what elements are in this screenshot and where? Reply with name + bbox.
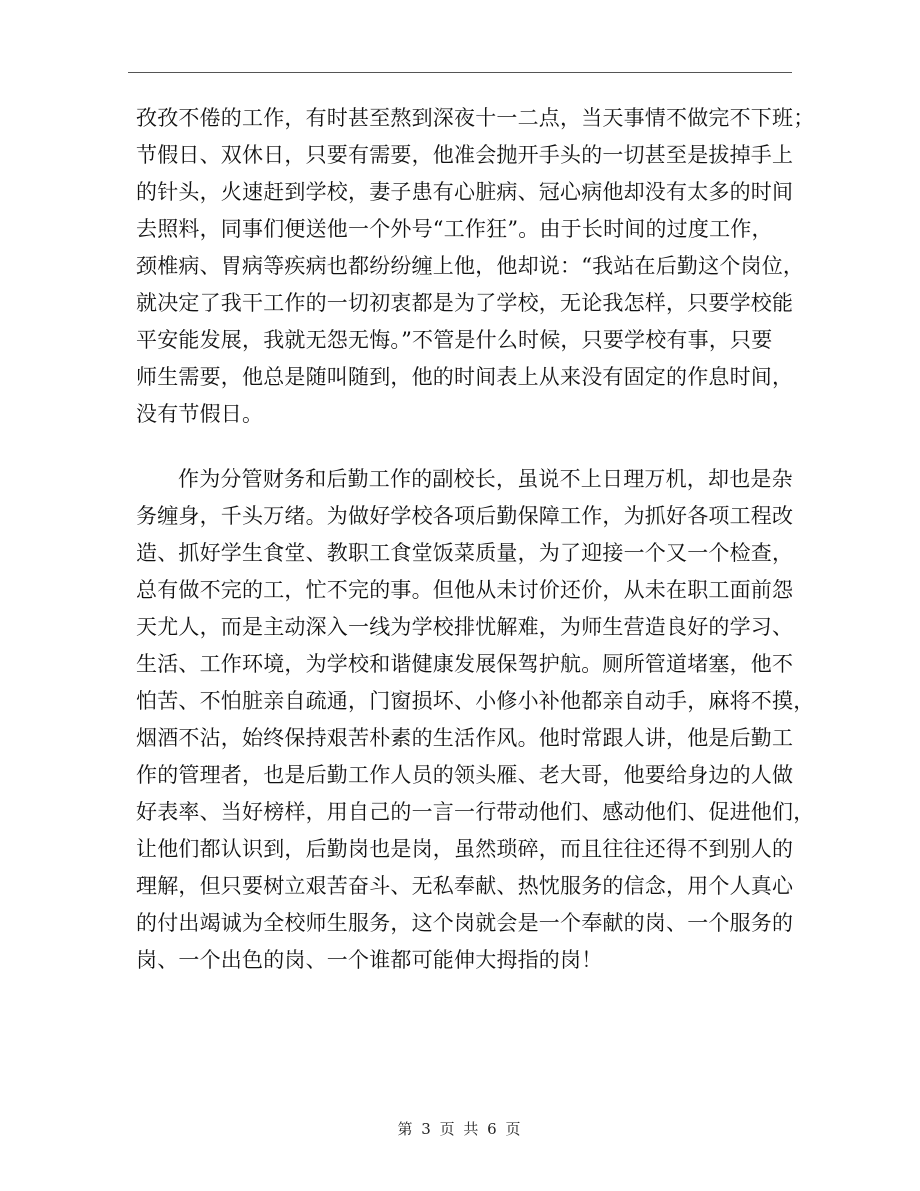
paragraph-1-line-6: 就决定了我干工作的一切初衷都是为了学校，无论我怎样，只要学校能 (136, 291, 794, 315)
paragraph-1-line-4: 去照料，同事们便送他一个外号“工作狂”。由于长时间的过度工作， (136, 217, 773, 241)
paragraph-1-line-9: 没有节假日。 (136, 402, 264, 426)
paragraph-spacer (136, 433, 786, 461)
paragraph-2-line-4: 总有做不完的工，忙不完的事。但他从未讨价还价，从未在职工面前怨 (136, 578, 794, 602)
paragraph-2-line-11: 让他们都认识到，后勤岗也是岗，虽然琐碎，而且往往还得不到别人的 (136, 837, 794, 861)
paragraph-2-line-2: 务缠身，千头万绪。为做好学校各项后勤保障工作，为抓好各项工程改 (136, 504, 794, 528)
paragraph-2-line-14: 岗、一个出色的岗、一个谁都可能伸大拇指的岗！ (136, 948, 603, 972)
paragraph-1-line-7: 平安能发展，我就无怨无悔。”不管是什么时候，只要学校有事，只要 (136, 328, 773, 352)
header-rule (128, 72, 792, 73)
paragraph-2-line-1: 作为分管财务和后勤工作的副校长，虽说不上日理万机，却也是杂 (178, 467, 793, 491)
paragraph-2-line-9: 作的管理者，也是后勤工作人员的领头雁、老大哥，他要给身边的人做 (136, 763, 794, 787)
paragraph-2-line-7: 怕苦、不怕脏亲自疏通，门窗损坏、小修小补他都亲自动手，麻将不摸， (136, 689, 815, 713)
paragraph-2-line-5: 天尤人，而是主动深入一线为学校排忧解难，为师生营造良好的学习、 (136, 615, 794, 639)
paragraph-2-line-3: 造、抓好学生食堂、教职工食堂饭菜质量，为了迎接一个又一个检查， (136, 541, 794, 565)
paragraph-2-line-13: 的付出竭诚为全校师生服务，这个岗就会是一个奉献的岗、一个服务的 (136, 911, 794, 935)
paragraph-1-line-8: 师生需要，他总是随叫随到，他的时间表上从来没有固定的作息时间， (136, 365, 794, 389)
paragraph-2-line-10: 好表率、当好榜样，用自己的一言一行带动他们、感动他们、促进他们， (136, 800, 815, 824)
paragraph-1-line-1: 孜孜不倦的工作，有时甚至熬到深夜十一二点，当天事情不做完不下班； (136, 106, 815, 130)
paragraph-1-line-2: 节假日、双休日，只要有需要，他准会抛开手头的一切甚至是拔掉手上 (136, 143, 794, 167)
paragraph-1-line-3: 的针头，火速赶到学校，妻子患有心脏病、冠心病他却没有太多的时间 (136, 180, 794, 204)
document-body (136, 100, 815, 979)
paragraph-2-line-12: 理解，但只要树立艰苦奋斗、无私奉献、热忱服务的信念，用个人真心 (136, 874, 794, 898)
paragraph-2-line-8: 烟酒不沾，始终保持艰苦朴素的生活作风。他时常跟人讲，他是后勤工 (136, 726, 794, 750)
page-number: 第 3 页 共 6 页 (397, 1120, 523, 1138)
paragraph-2-line-6: 生活、工作环境，为学校和谐健康发展保驾护航。厕所管道堵塞，他不 (136, 652, 794, 676)
page-footer (0, 1118, 920, 1139)
paragraph-1-line-5: 颈椎病、胃病等疾病也都纷纷缠上他，他却说：“我站在后勤这个岗位， (136, 254, 805, 278)
